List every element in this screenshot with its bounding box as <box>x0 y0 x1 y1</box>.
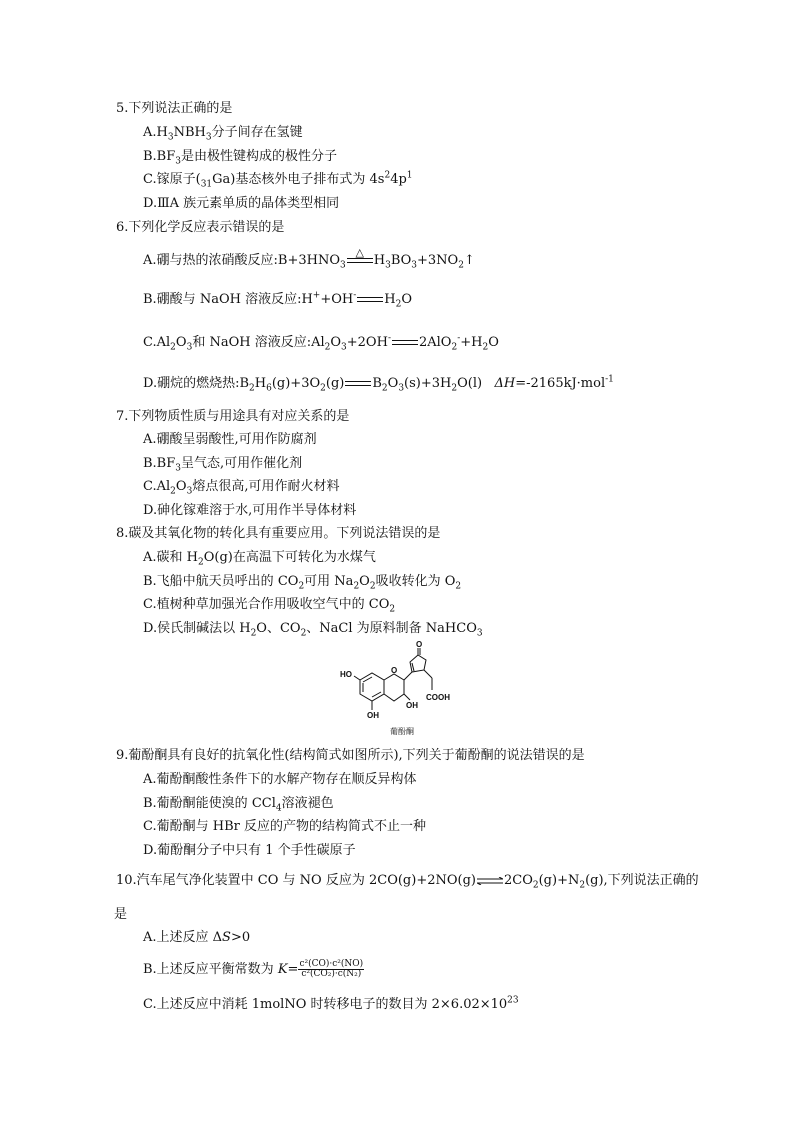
q10-option-c: C.上述反应中消耗 1molNO 时转移电子的数目为 $2\times 6.02\times 10^{23}$ <box>143 995 519 1012</box>
q5-option-b: $B.BF_3$是由极性键构成的极性分子 <box>143 149 338 167</box>
grape-ketone-structure-diagram <box>338 640 468 740</box>
q7-option-d: D.砷化镓难溶于水,可用作半导体材料 <box>143 503 357 518</box>
q7-option-b: $B.BF_3$呈气态,可用作催化剂 <box>143 456 303 474</box>
q9-option-a: A.葡酚酮酸性条件下的水解产物存在顺反异构体 <box>143 772 417 787</box>
q9-option-d: D.葡酚酮分子中只有 1 个手性碳原子 <box>143 843 356 858</box>
q8-option-d: D.侯氏制碱法以 $H_2O$、$CO_2$、NaCl 为原料制备 NaHCO$_3$ <box>143 621 483 639</box>
q5-option-d: D.ⅢA 族元素单质的晶体类型相同 <box>143 196 340 211</box>
q10-option-a: A.上述反应 ΔS>0 <box>143 930 251 945</box>
q7-stem: 7.下列物质性质与用途具有对应关系的是 <box>116 409 350 424</box>
equilibrium-arrow <box>477 877 503 885</box>
ho-left-label: HO <box>340 670 352 679</box>
q8-stem: 8.碳及其氧化物的转化具有重要应用。下列说法错误的是 <box>116 526 441 541</box>
q9-option-b: B.葡酚酮能使溴的 CCl$_4$溶液褪色 <box>143 796 334 814</box>
q10-stem: 10.汽车尾气净化装置中 CO 与 NO 反应为 2CO(g)+2NO(g) $2CO_2(g)+N_2(g)$,下列说法正确的 <box>116 873 699 891</box>
cooh-label: COOH <box>426 693 450 702</box>
structure-caption: 葡酚酮 <box>390 727 414 736</box>
equilibrium-constant-fraction: $\frac{\text{c²(CO)·c²(NO)}}{\text{c²(CO₂)·c(N₂)}}$ <box>299 959 364 979</box>
ring-o-label: O <box>391 666 398 675</box>
carbonyl-o-label: O <box>416 640 423 649</box>
equals-sign <box>345 381 371 387</box>
q6-option-b: B.硼酸与 NaOH 溶液反应:H++OH- $H_2O$ <box>143 290 413 310</box>
q8-option-a: A.碳和 $H_2O(g)$在高温下可转化为水煤气 <box>143 550 376 568</box>
condition-equals-sign: △ <box>347 258 373 264</box>
equals-sign <box>392 340 418 346</box>
q5-stem: 5.下列说法正确的是 <box>116 101 233 116</box>
q9-stem: 9.葡酚酮具有良好的抗氧化性(结构简式如图所示),下列关于葡酚酮的说法错误的是 <box>116 748 585 763</box>
q10-stem-continued: 是 <box>114 907 128 922</box>
q8-option-b: B.飞船中航天员呼出的 $CO_2$可用 $Na_2O_2$吸收转化为 $O_2$ <box>143 574 462 592</box>
q6-option-c: $C.Al_2O_3$和 NaOH 溶液反应$:Al_2O_3+2OH^-$ $2AlO_2^-+H_2O$ <box>143 333 499 353</box>
oh-ring-label: OH <box>406 701 418 710</box>
q7-option-c: $C.Al_2O_3$熔点很高,可用作耐火材料 <box>143 479 340 497</box>
oh-bottom-label: OH <box>367 711 379 720</box>
q10-option-b: B.上述反应平衡常数为 K= $\frac{\text{c²(CO)·c²(NO)}}{\text{c²(CO₂)·c(N₂)}}$ <box>143 959 364 979</box>
q9-option-c: C.葡酚酮与 HBr 反应的产物的结构简式不止一种 <box>143 819 426 834</box>
equals-sign <box>357 297 383 303</box>
q6-stem: 6.下列化学反应表示错误的是 <box>116 220 285 235</box>
q6-option-a: A.硼与热的浓硝酸反应$:B+3HNO_3$ △ $H_3BO_3+3NO_2↑$ <box>143 245 475 271</box>
q6-option-d: D.硼烷的燃烧热$:B_2H_6(g)+3O_2(g)$ $B_2O_3(s)+3H_2O(l)$ ΔH=-2165kJ·mol$^{-1}$ <box>143 374 614 394</box>
q5-option-a: $A.H_3NBH_3$分子间存在氢键 <box>143 125 303 143</box>
q7-option-a: A.硼酸呈弱酸性,可用作防腐剂 <box>143 432 317 447</box>
q8-option-c: C.植树种草加强光合作用吸收空气中的 $CO_2$ <box>143 597 396 615</box>
q5-option-c: C.镓原子$(_{31}Ga)$基态核外电子排布式为 $4s^24p^1$ <box>143 170 413 190</box>
